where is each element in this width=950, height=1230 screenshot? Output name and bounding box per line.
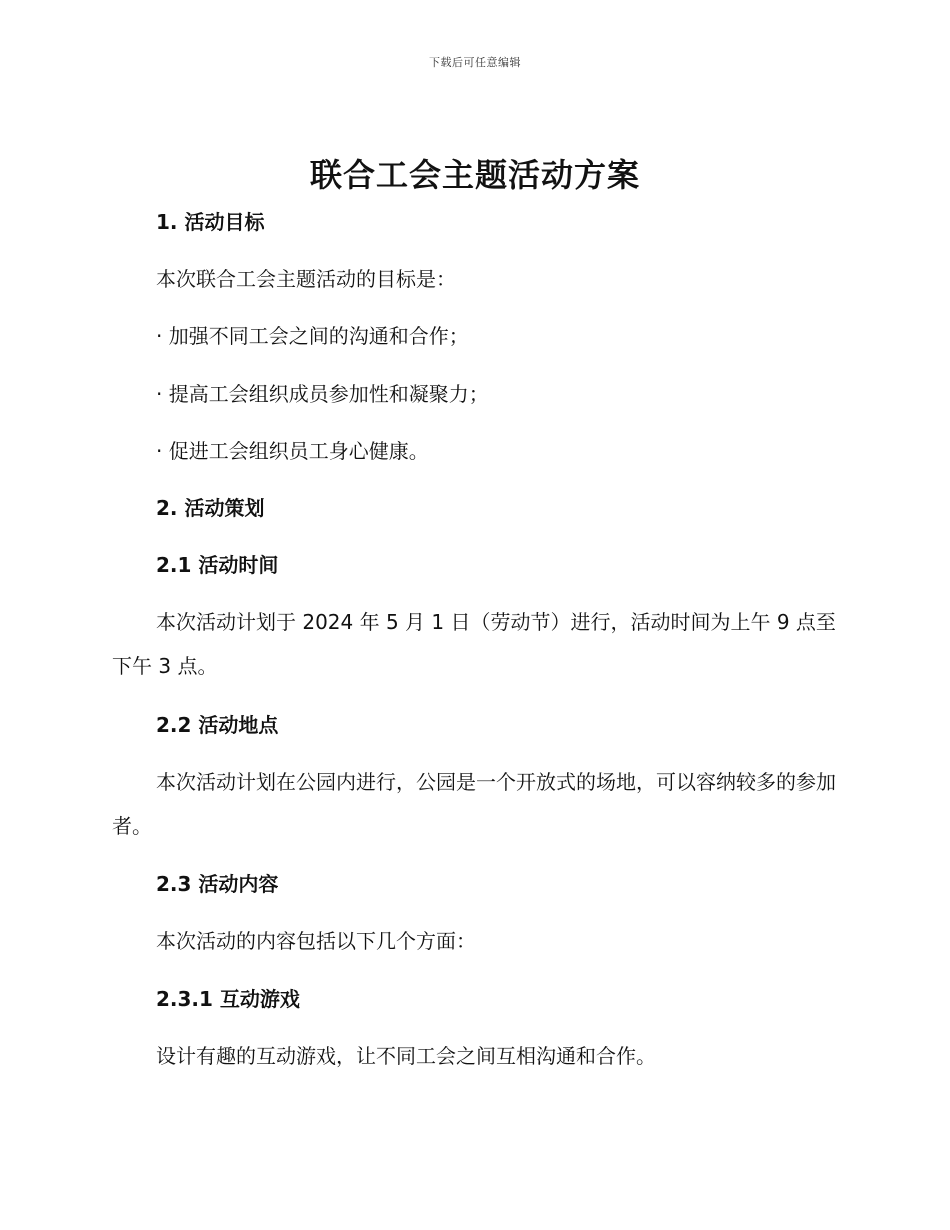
section-2-3-text: 本次活动的内容包括以下几个方面： bbox=[156, 929, 476, 953]
document-title: 联合工会主题活动方案 bbox=[309, 156, 640, 194]
bullet-item: · 促进工会组织员工身心健康。 bbox=[156, 439, 429, 463]
section-heading-2-3-1: 2.3.1 互动游戏 bbox=[156, 987, 300, 1011]
bullet-item: · 加强不同工会之间的沟通和合作； bbox=[156, 324, 469, 348]
header-note: 下载后可任意编辑 bbox=[429, 56, 521, 69]
section-heading-1: 1. 活动目标 bbox=[156, 210, 265, 234]
bullet-item: · 提高工会组织成员参加性和凝聚力； bbox=[156, 382, 489, 406]
section-2-3-1-text: 设计有趣的互动游戏，让不同工会之间互相沟通和合作。 bbox=[156, 1044, 656, 1068]
section-2-1-text: 本次活动计划于 2024 年 5 月 1 日（劳动节）进行，活动时间为上午 9 点至下午 3 点。 bbox=[112, 610, 836, 678]
section-heading-2-1: 2.1 活动时间 bbox=[156, 553, 279, 577]
section-heading-2-2: 2.2 活动地点 bbox=[156, 713, 279, 737]
section-2-2-text: 本次活动计划在公园内进行，公园是一个开放式的场地，可以容纳较多的参加者。 bbox=[112, 770, 836, 838]
section-1-intro: 本次联合工会主题活动的目标是： bbox=[156, 267, 456, 291]
section-heading-2-3: 2.3 活动内容 bbox=[156, 872, 279, 896]
section-heading-2: 2. 活动策划 bbox=[156, 496, 265, 520]
